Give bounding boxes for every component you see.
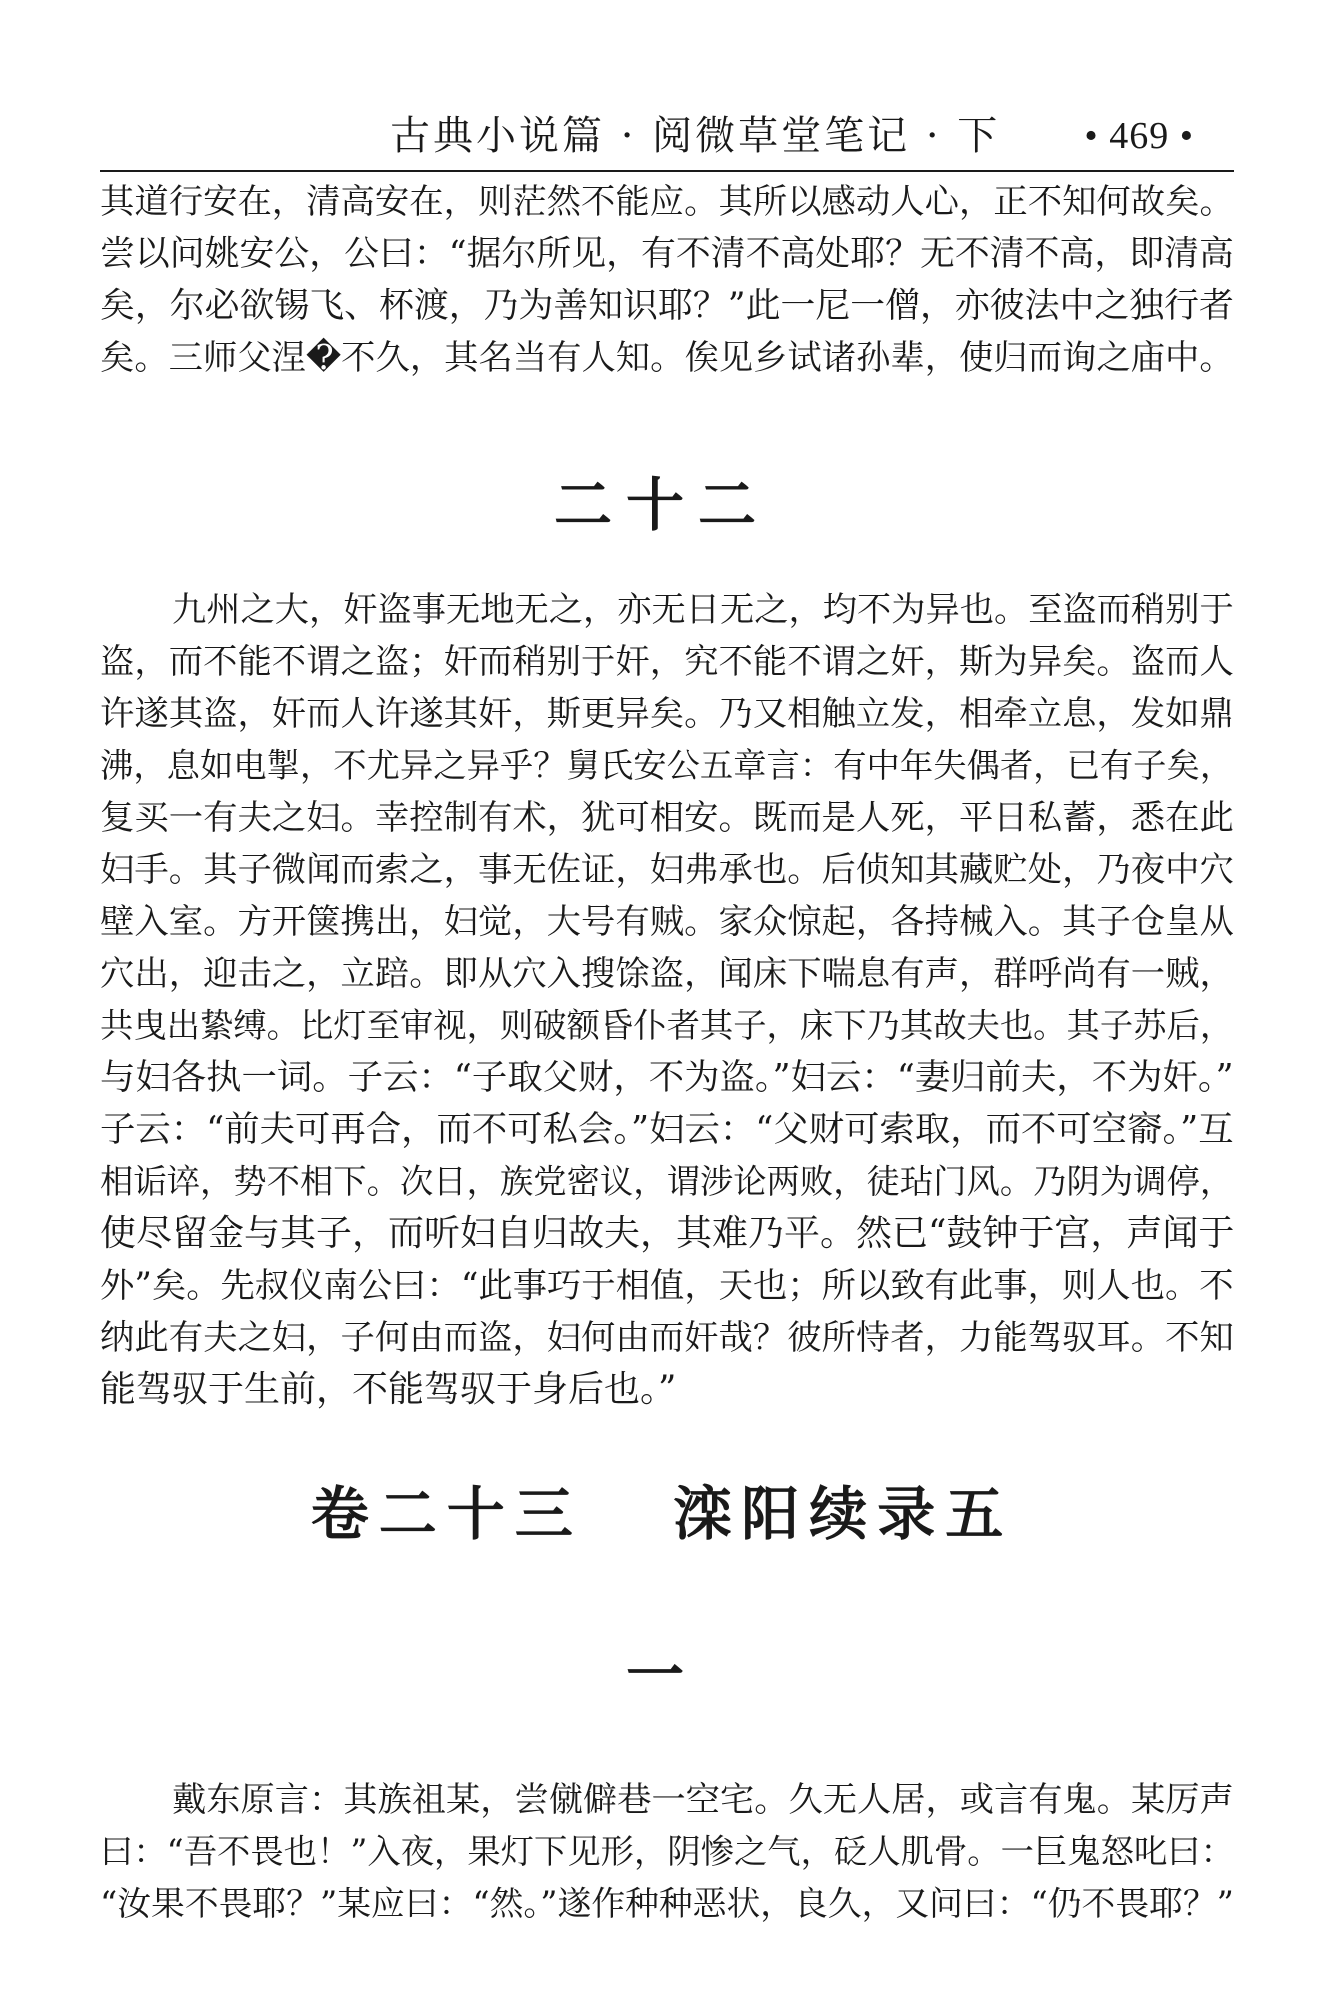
text-line: 穴出，迎击之，立踣。即从穴入搜馀盗，闻床下喘息有声，群呼尚有一贼， [100, 954, 1234, 994]
text-line: 矣，尔必欲锡飞、杯渡，乃为善知识耶？”此一尼一僧，亦彼法中之独行者 [100, 286, 1234, 326]
text-line: 外”矣。先叔仪南公曰：“此事巧于相值，天也；所以致有此事，则人也。不 [100, 1266, 1234, 1306]
text-line: 壁入室。方开箧携出，妇觉，大号有贼。家众惊起，各持械入。其子仓皇从 [100, 902, 1234, 942]
text-line: 盗，而不能不谓之盗；奸而稍别于奸，究不能不谓之奸，斯为异矣。盗而人 [100, 642, 1234, 682]
text-line: 使尽留金与其子，而听妇自归故夫，其难乃平。然已“鼓钟于宫，声闻于 [100, 1213, 1235, 1254]
text-line: 复买一有夫之妇。幸控制有术，犹可相安。既而是人死，平日私蓄，悉在此 [100, 798, 1234, 838]
text-line: 与妇各执一词。子云：“子取父财，不为盗。”妇云：“妻归前夫，不为奸。” [100, 1057, 1234, 1098]
section-heading-1: 一 [625, 1641, 698, 1709]
page-number: • 469 • [1084, 115, 1194, 157]
text-line: 共曳出絷缚。比灯至审视，则破额昏仆者其子，床下乃其故夫也。其子苏后， [100, 1006, 1234, 1045]
running-header-title: 古典小说篇 · 阅微草堂笔记 · 下 [390, 113, 1001, 159]
text-line: 戴东原言：其族祖某，尝僦僻巷一空宅。久无人居，或言有鬼。某厉声 [172, 1780, 1234, 1820]
text-line: 曰：“吾不畏也！”入夜，果灯下见形，阴惨之气，砭人肌骨。一巨鬼怒叱曰： [100, 1832, 1234, 1871]
text-line: 纳此有夫之妇，子何由而盗，妇何由而奸哉？彼所恃者，力能驾驭耳。不知 [100, 1318, 1234, 1358]
paragraph-continued [100, 176, 1234, 384]
text-line: 妇手。其子微闻而索之，事无佐证，妇弗承也。后侦知其藏贮处，乃夜中穴 [100, 850, 1234, 890]
text-line: 九州之大，奸盗事无地无之，亦无日无之，均不为异也。至盗而稍别于 [172, 590, 1234, 630]
paragraph-section-1 [100, 1774, 1234, 1930]
text-line: 能驾驭于生前，不能驾驭于身后也。” [100, 1369, 677, 1410]
running-header [100, 108, 1234, 172]
section-heading-22: 二十二 [553, 471, 770, 539]
text-line: 许遂其盗，奸而人许遂其奸，斯更异矣。乃又相触立发，相牵立息，发如鼎 [100, 694, 1234, 734]
text-line: 其道行安在，清高安在，则茫然不能应。其所以感动人心，正不知何故矣。 [100, 182, 1234, 222]
paragraph-section-22 [100, 584, 1234, 1416]
chapter-title: 卷二十三 滦阳续录五 [310, 1480, 1014, 1548]
text-line: 沸，息如电掣，不尤异之异乎？舅氏安公五章言：有中年失偶者，已有子矣， [100, 746, 1234, 785]
text-line: 尝以问姚安公，公曰：“据尔所见，有不清不高处耶？无不清不高，即清高 [100, 234, 1234, 274]
text-line: 子云：“前夫可再合，而不可私会。”妇云：“父财可索取，而不可空窬。”互 [100, 1109, 1234, 1150]
text-line: “汝果不畏耶？”某应曰：“然。”遂作种种恶状，良久，又问曰：“仍不畏耶？” [100, 1884, 1234, 1923]
text-line: 矣。三师父涅�不久，其名当有人知。俟见乡试诸孙辈，使归而询之庙中。 [100, 338, 1234, 378]
text-line: 相诟谇，势不相下。次日，族党密议，谓涉论两败，徒玷门风。乃阴为调停， [100, 1162, 1234, 1201]
